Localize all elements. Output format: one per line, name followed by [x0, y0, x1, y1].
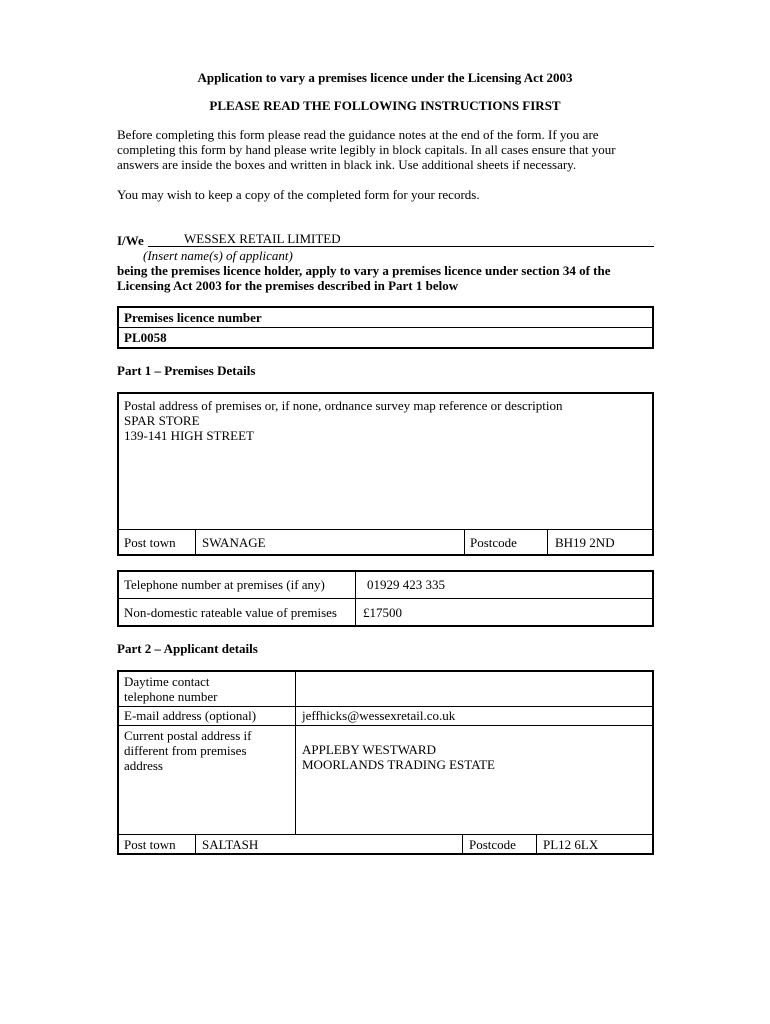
current-address[interactable]: [302, 742, 495, 772]
cell-divider: [355, 571, 356, 626]
cell-divider: [464, 529, 465, 554]
premises-address-line[interactable]: SPAR STORE: [124, 413, 200, 428]
applicant-name-hint: (Insert name(s) of applicant): [143, 248, 293, 263]
part2-heading: Part 2 – Applicant details: [117, 641, 258, 656]
instructions-heading: PLEASE READ THE FOLLOWING INSTRUCTIONS FIRST: [209, 98, 561, 113]
premises-telephone[interactable]: 01929 423 335: [367, 577, 445, 592]
email-value[interactable]: jeffhicks@wessexretail.co.uk: [302, 708, 456, 723]
cell-divider: [536, 834, 537, 853]
cell-divider: [462, 834, 463, 853]
licence-number-value[interactable]: PL0058: [124, 330, 167, 345]
cell-divider: [195, 834, 196, 853]
current-address-label: [124, 728, 251, 773]
email-label: E-mail address (optional): [124, 708, 257, 723]
rateable-value[interactable]: £17500: [363, 605, 402, 620]
row-divider: [118, 834, 653, 835]
licence-box-divider: [118, 327, 653, 328]
daytime-label-line: Daytime contact: [124, 674, 210, 689]
current-address-label-line: different from premises: [124, 743, 247, 758]
cell-divider: [547, 529, 548, 554]
premises-postcode[interactable]: BH19 2ND: [555, 535, 615, 550]
row-divider: [118, 706, 653, 707]
applicant-post-town-label: Post town: [124, 837, 176, 852]
intro-line: completing this form by hand please write legibly in block capitals. In all cases ensure that your: [117, 142, 616, 157]
current-address-label-line: address: [124, 758, 163, 773]
applicant-postcode[interactable]: PL12 6LX: [543, 837, 599, 852]
premises-telephone-label: Telephone number at premises (if any): [124, 577, 325, 592]
daytime-label-line: telephone number: [124, 689, 218, 704]
applicant-statement: [117, 263, 610, 293]
intro-line: Before completing this form please read the guidance notes at the end of the form. If you are: [117, 127, 599, 142]
intro-paragraph: [117, 127, 616, 172]
cell-divider: [195, 529, 196, 554]
rateable-value-label: Non-domestic rateable value of premises: [124, 605, 337, 620]
premises-post-town-label: Post town: [124, 535, 176, 550]
premises-postcode-label: Postcode: [470, 535, 517, 550]
applicant-name[interactable]: WESSEX RETAIL LIMITED: [184, 231, 341, 246]
telephone-box-divider: [118, 598, 653, 599]
current-address-label-line: Current postal address if: [124, 728, 252, 743]
applicant-post-town[interactable]: SALTASH: [202, 837, 259, 852]
premises-address-label: Postal address of premises or, if none, ordnance survey map reference or description: [124, 398, 563, 413]
premises-post-town[interactable]: SWANAGE: [202, 535, 266, 550]
applicant-label: I/We: [117, 233, 144, 248]
daytime-telephone-label: [124, 674, 218, 704]
licence-number-label: Premises licence number: [124, 310, 262, 325]
row-divider: [118, 725, 653, 726]
statement-line: being the premises licence holder, apply to vary a premises licence under section 34 of the: [117, 263, 611, 278]
statement-line: Licensing Act 2003 for the premises described in Part 1 below: [117, 278, 459, 293]
copy-note: You may wish to keep a copy of the completed form for your records.: [117, 187, 480, 202]
premises-address-line[interactable]: 139-141 HIGH STREET: [124, 428, 254, 443]
part1-heading: Part 1 – Premises Details: [117, 363, 256, 378]
form-title: Application to vary a premises licence under the Licensing Act 2003: [197, 70, 573, 85]
applicant-postcode-label: Postcode: [469, 837, 516, 852]
current-address-line: MOORLANDS TRADING ESTATE: [302, 757, 496, 772]
intro-line: answers are inside the boxes and written in black ink. Use additional sheets if necessary.: [117, 157, 577, 172]
current-address-line: APPLEBY WESTWARD: [302, 742, 436, 757]
premises-town-divider: [118, 529, 653, 530]
cell-divider: [295, 671, 296, 834]
